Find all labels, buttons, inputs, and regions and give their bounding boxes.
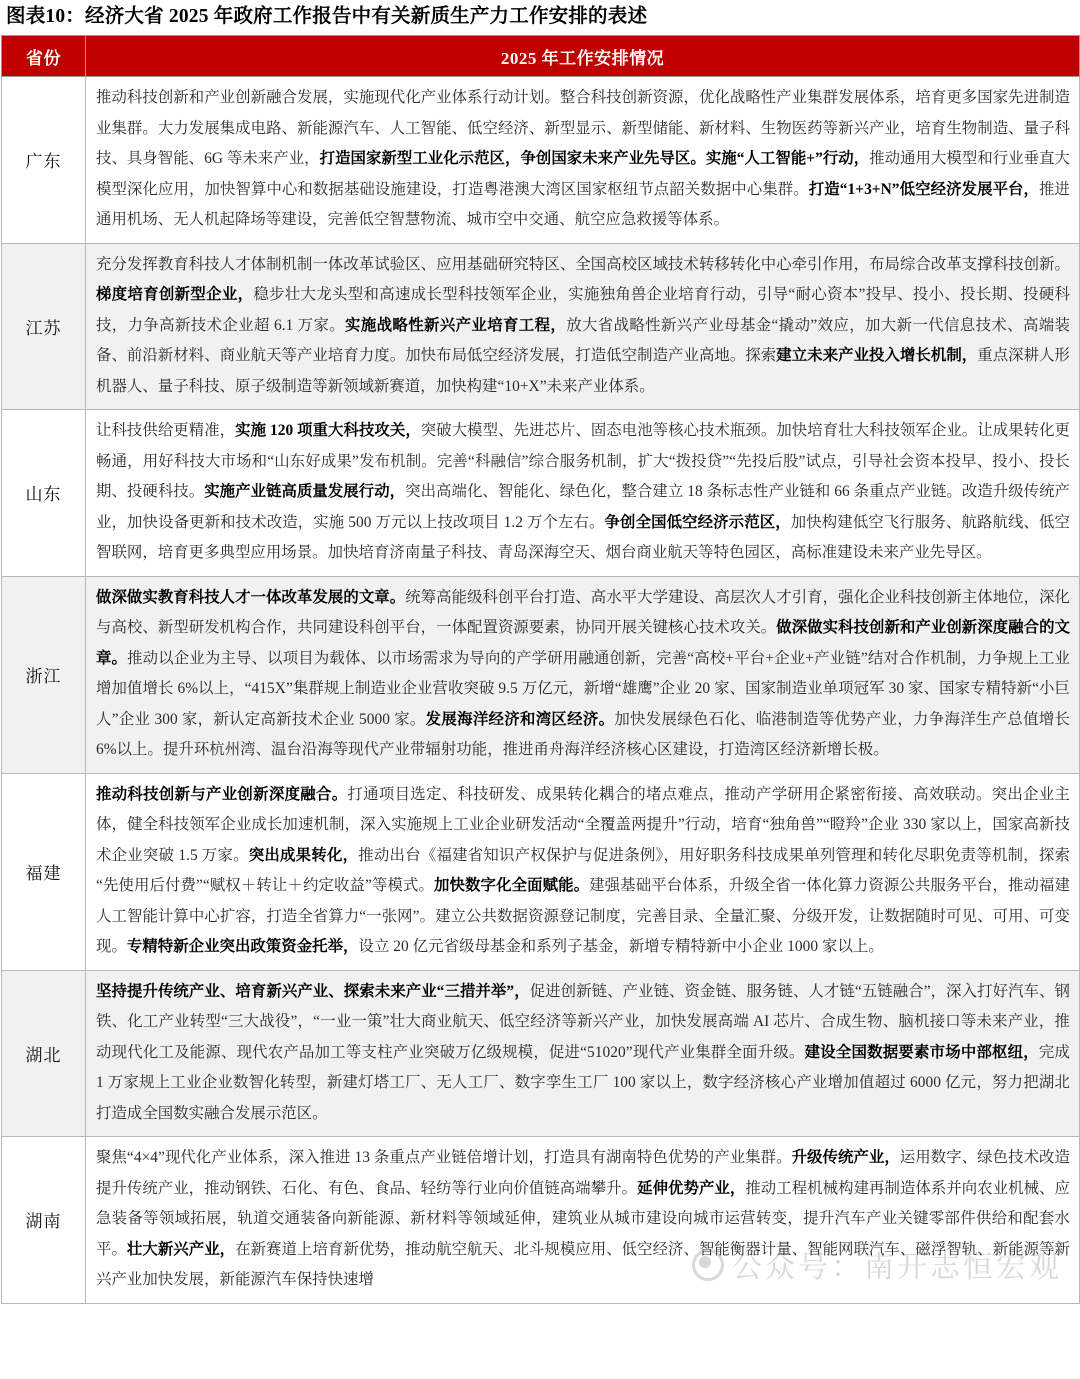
emphasized-text: 延伸优势产业，	[637, 1179, 746, 1197]
body-text: 重点深耕人形机器人、量子科技、原子级制造等新领域新赛道，加快构建“10+X”未来产业体系。	[96, 347, 1070, 395]
emphasized-text: 推动科技创新与产业创新深度融合。	[96, 785, 348, 803]
province-name-cell: 湖南	[2, 1137, 86, 1304]
table-row	[2, 77, 1080, 244]
body-text: 建强基础平台体系，升级全省一体化算力资源公共服务平台，推动福建人工智能计算中心扩容，打造全省算力“一张网”。建立公共数据资源登记制度，完善目录、全量汇聚、分级开发，让数据随时可见、可用、可变现。	[96, 877, 1070, 955]
table-body	[2, 77, 1080, 1304]
column-header-province: 省份	[2, 36, 86, 77]
emphasized-text: 坚持提升传统产业、培育新兴产业、探索未来产业“三措并举”，	[96, 982, 530, 1000]
table-row	[2, 576, 1080, 773]
emphasized-text: 打造“1+3+N”低空经济发展平台，	[808, 180, 1040, 198]
body-text: 设立 20 亿元省级母基金和系列子基金，新增专精特新中小企业 1000 家以上。	[358, 938, 884, 955]
emphasized-text: 实施战略性新兴产业培育工程，	[345, 316, 567, 334]
table-header-row	[2, 36, 1080, 77]
emphasized-text: 实施产业链高质量发展行动，	[204, 483, 406, 500]
body-text: 推进通用机场、无人机起降场等建设，完善低空智慧物流、城市空中交通、航空应急救援等体系。	[96, 180, 1070, 228]
work-arrangement-cell	[86, 576, 1080, 773]
emphasized-text: 做深做实教育科技人才一体改革发展的文章。	[96, 588, 406, 606]
body-text: 推动以企业为主导、以项目为载体、以市场需求为导向的产学研用融通创新，完善“高校+平台+企业+产业链”结对合作机制，力争规上工业增加值增长 6%以上，“415X”集群规上制造业企业营收突破 9.5 万亿元，新增“雄鹰”企业 20 家、国家制造业单项冠军 30 家、国家专精特新“小巨人”企业 300 家，新认定高新技术企业 5000 家。	[96, 649, 1070, 728]
work-arrangement-cell	[86, 77, 1080, 244]
body-text: 推动出台《福建省知识产权保护与促进条例》，用好职务科技成果单列管理和转化尽职免责等机制，探索“先使用后付费”“赋权＋转让＋约定收益”等模式。	[96, 846, 1070, 894]
work-arrangement-cell	[86, 773, 1080, 970]
emphasized-text: 壮大新兴产业，	[126, 1240, 236, 1258]
province-name-cell: 江苏	[2, 243, 86, 410]
work-arrangement-cell	[86, 1137, 1080, 1304]
body-text: 推动工程机械构建再制造体系并向农业机械、应急装备等领域拓展，轨道交通装备向新能源、新材料等领域延伸，建筑业从城市建设向城市运营转变，提升汽车产业关键零部件供给和配套水平。	[96, 1179, 1070, 1258]
province-name-cell: 福建	[2, 773, 86, 970]
province-name-cell: 山东	[2, 410, 86, 577]
emphasized-text: 专精特新企业突出政策资金托举，	[126, 938, 359, 955]
table-row	[2, 243, 1080, 410]
work-arrangement-cell	[86, 410, 1080, 577]
table-row	[2, 773, 1080, 970]
work-arrangement-cell	[86, 970, 1080, 1137]
province-work-arrangement-table	[1, 35, 1080, 1304]
table-row	[2, 1137, 1080, 1304]
emphasized-text: 实施 120 项重大科技攻关，	[235, 422, 421, 439]
body-text: 突破大模型、先进芯片、固态电池等核心技术瓶颈。加快培育壮大科技领军企业。让成果转化更畅通，用好科技大市场和“山东好成果”发布机制。完善“科融信”综合服务机制，扩大“拨投贷”“先投后股”试点，引导社会资本投早、投小、投长期、投硬科技。	[96, 422, 1071, 500]
figure-title: 图表10：经济大省 2025 年政府工作报告中有关新质生产力工作安排的表述	[6, 6, 648, 27]
table-row	[2, 410, 1080, 577]
body-text: 运用数字、绿色技术改造提升传统产业，推动钢铁、石化、有色、食品、轻纺等行业向价值链高端攀升。	[96, 1149, 1070, 1197]
body-text: 加快构建低空飞行服务、航路航线、低空智联网，培育更多典型应用场景。加快培育济南量子科技、青岛深海空天、烟台商业航天等特色园区，高标准建设未来产业先导区。	[96, 513, 1070, 561]
body-text: 推动通用大模型和行业垂直大模型深化应用，加快智算中心和数据基础设施建设，打造粤港澳大湾区国家枢纽节点韶关数据中心集群。	[96, 150, 1070, 198]
column-header-arrangement: 2025 年工作安排情况	[86, 36, 1080, 77]
emphasized-text: 建设全国数据要素市场中部枢纽，	[804, 1043, 1039, 1061]
emphasized-text: 加快数字化全面赋能。	[434, 877, 590, 894]
body-text: 放大省战略性新兴产业母基金“撬动”效应，加大新一代信息技术、高端装备、前沿新材料、商业航天等产业培育力度。加快布局低空经济发展，打造低空制造产业高地。探索	[96, 316, 1071, 364]
province-name-cell: 浙江	[2, 576, 86, 773]
body-text: 稳步壮大龙头型和高速成长型科技领军企业，实施独角兽企业培育行动，引导“耐心资本”投早、投小、投长期、投硬科技，力争高新技术企业超 6.1 万家。	[96, 286, 1070, 334]
body-text: 充分发挥教育科技人才体制机制一体改革试验区、应用基础研究特区、全国高校区域技术转移转化中心牵引作用，布局综合改革支撑科技创新。	[96, 255, 1070, 273]
emphasized-text: 发展海洋经济和湾区经济。	[425, 710, 615, 728]
emphasized-text: 建立未来产业投入增长机制，	[776, 347, 978, 364]
body-text: 推动科技创新和产业创新融合发展，实施现代化产业体系行动计划。整合科技创新资源，优化战略性产业集群发展体系，培育更多国家先进制造业集群。大力发展集成电路、新能源汽车、人工智能、低空经济、新型显示、新型储能、新材料、生物医药等新兴产业，培育生物制造、量子科技、具身智能、6G 等未来产业，	[96, 89, 1070, 167]
emphasized-text: 梯度培育创新型企业，	[96, 286, 254, 303]
table-row	[2, 970, 1080, 1137]
emphasized-text: 升级传统产业，	[791, 1149, 900, 1166]
province-name-cell: 湖北	[2, 970, 86, 1137]
watermark-text: 公众号：南开志恒宏观	[732, 1250, 1062, 1284]
body-text: 完成 1 万家规上工业企业数智化转型，新建灯塔工厂、无人工厂、数字孪生工厂 100 家以上，数字经济核心产业增加值超过 6000 亿元，努力把湖北打造成全国数实融合发展示范区。	[96, 1043, 1070, 1122]
body-text: 聚焦“4×4”现代化产业体系，深入推进 13 条重点产业链倍增计划，打造具有湖南特色优势的产业集群。	[96, 1149, 792, 1166]
body-text: 统筹高能级科创平台打造、高水平大学建设、高层次人才引育，强化企业科技创新主体地位，深化与高校、新型研发机构合作，共同建设科创平台，一体配置资源要素，协同开展关键核心技术攻关。	[96, 588, 1070, 636]
body-text: 在新赛道上培育新优势，推动航空航天、北斗规模应用、低空经济、智能衡器计量、智能网联汽车、磁浮智轨、新能源等新兴产业加快发展，新能源汽车保持快速增	[96, 1240, 1070, 1288]
table-header	[2, 36, 1080, 77]
emphasized-text: 打造国家新型工业化示范区，争创国家未来产业先导区。实施“人工智能+”行动，	[319, 150, 870, 167]
body-text: 突出高端化、智能化、绿色化，整合建立 18 条标志性产业链和 66 条重点产业链。改造升级传统产业，加快设备更新和技术改造，实施 500 万元以上技改项目 1.2 万个左右。	[96, 483, 1070, 531]
body-text: 促进创新链、产业链、资金链、服务链、人才链“五链融合”，深入打好汽车、钢铁、化工产业转型“三大战役”，“一业一策”壮大商业航天、低空经济等新兴产业，加快发展高端 AI 芯片、合成生物、脑机接口等未来产业，推动现代化工及能源、现代农产品加工等支柱产业突破万亿级规模，促进“51020”现代产业集群全面升级。	[96, 982, 1070, 1061]
body-text: 加快发展绿色石化、临港制造等优势产业，力争海洋生产总值增长 6%以上。提升环杭州湾、温台沿海等现代产业带辐射功能，推进甬舟海洋经济核心区建设，打造湾区经济新增长极。	[96, 710, 1070, 758]
province-name-cell: 广东	[2, 77, 86, 244]
work-arrangement-cell	[86, 243, 1080, 410]
emphasized-text: 突出成果转化，	[248, 846, 359, 864]
body-text: 让科技供给更精准，	[96, 422, 236, 439]
body-text: 打通项目选定、科技研发、成果转化耦合的堵点难点，推动产学研用企紧密衔接、高效联动。突出企业主体，健全科技领军企业成长加速机制，深入实施规上工业企业研发活动“全覆盖两提升”行动，培育“独角兽”“瞪羚”企业 330 家以上，国家高新技术企业突破 1.5 万家。	[96, 785, 1070, 864]
emphasized-text: 做深做实科技创新和产业创新深度融合的文章。	[96, 619, 1070, 667]
emphasized-text: 争创全国低空经济示范区，	[604, 513, 791, 531]
